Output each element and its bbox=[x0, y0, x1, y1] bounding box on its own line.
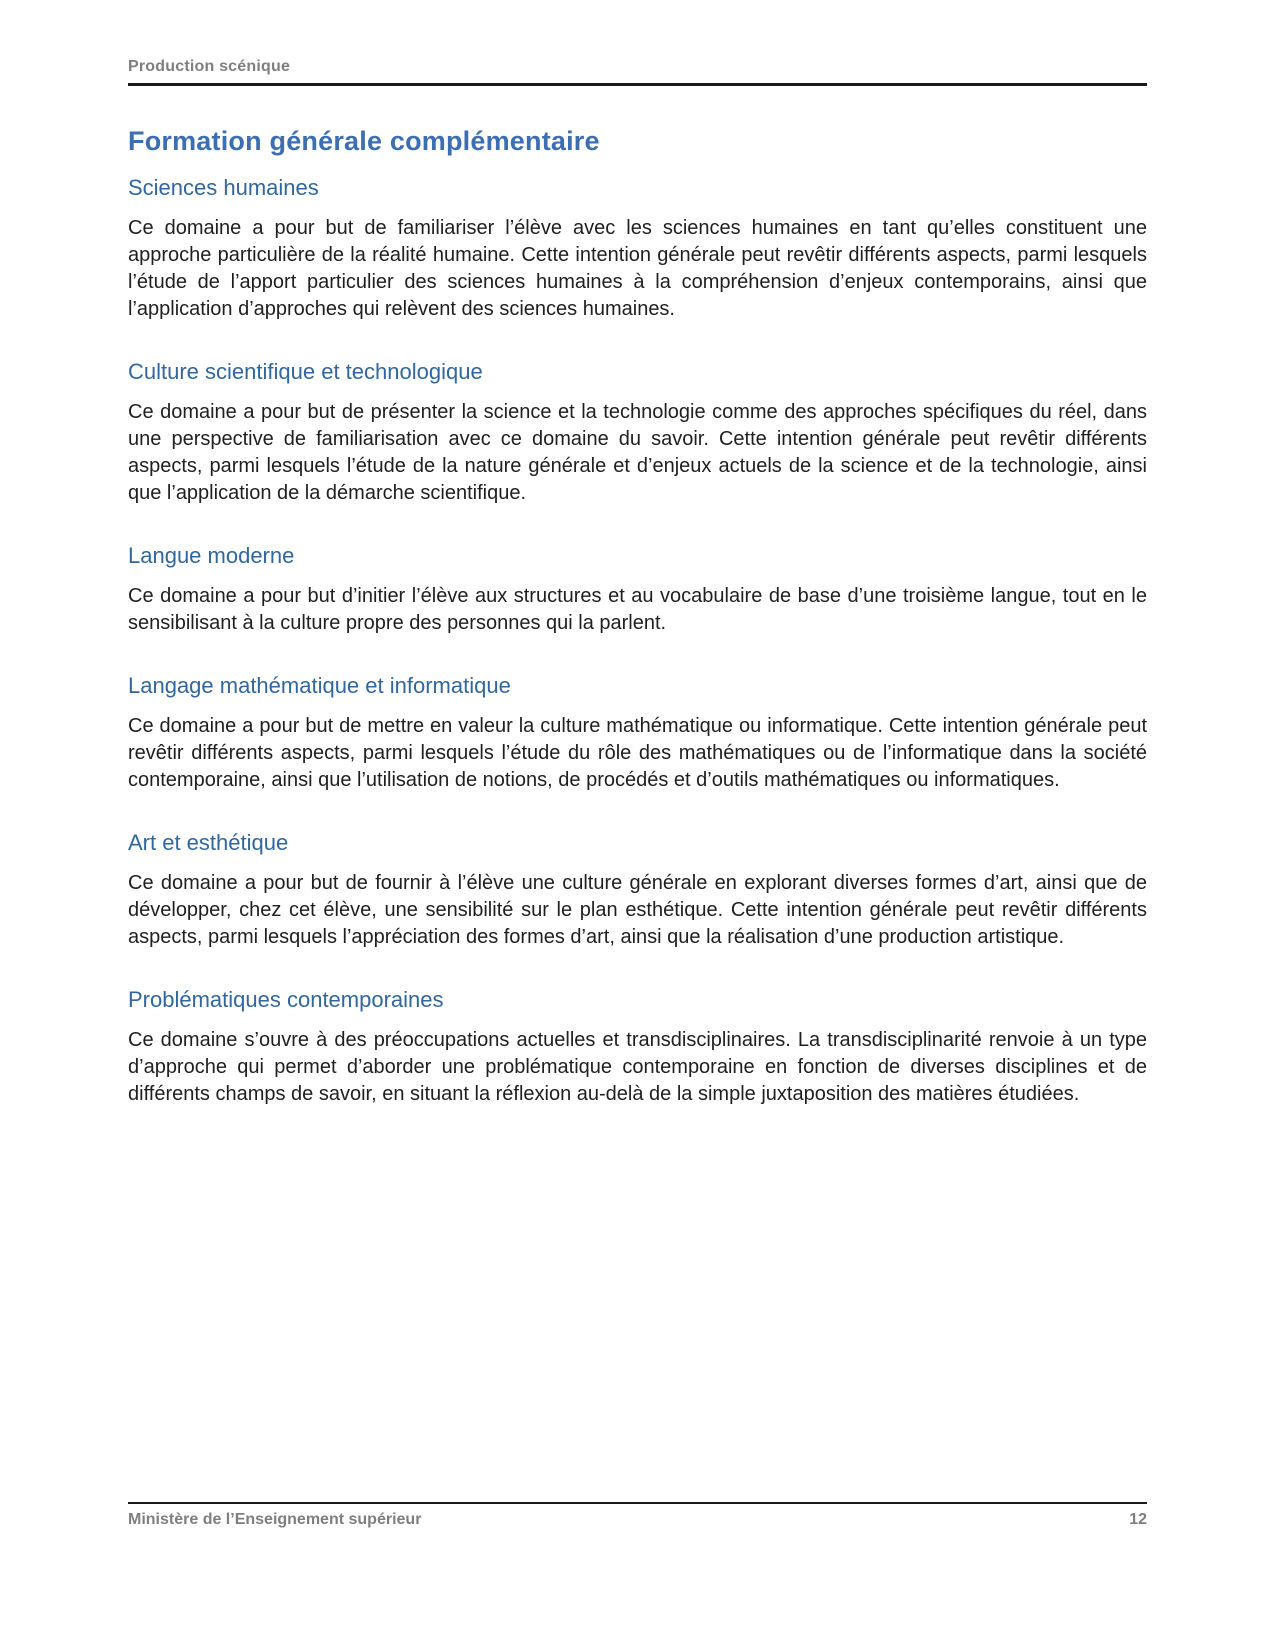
section-culture-scientifique bbox=[128, 359, 1147, 507]
section-heading: Langue moderne bbox=[128, 543, 295, 568]
section-heading: Problématiques contemporaines bbox=[128, 987, 444, 1012]
section-body: Ce domaine a pour but d’initier l’élève aux structures et au vocabulaire de base d’une troisième langue, tout en le sensibilisant à la culture propre des personnes qui la parlent. bbox=[128, 585, 1147, 634]
section-heading: Art et esthétique bbox=[128, 830, 289, 855]
section-langue-moderne bbox=[128, 543, 1147, 637]
page-title: Formation générale complémentaire bbox=[128, 126, 600, 156]
section-body: Ce domaine a pour but de mettre en valeur la culture mathématique ou informatique. Cette intention générale peut revêtir différents aspects, parmi lesquels l’étude du rôle des mathématiques ou de l’informatique dans la société contemporaine, ainsi que l’utilisation de notions, de procédés et d’outils mathématiques ou informatiques. bbox=[128, 715, 1147, 791]
running-header-text: Production scénique bbox=[128, 58, 291, 75]
section-body: Ce domaine a pour but de familiariser l’élève avec les sciences humaines en tant qu’elles constituent une approche particulière de la réalité humaine. Cette intention générale peut revêtir différents aspects, parmi lesquels l’étude de l’apport particulier des sciences humaines à la compréhension d’enjeux contemporains, ainsi que l’application d’approches qui relèvent des sciences humaines. bbox=[128, 217, 1147, 320]
section-langage-mathematique bbox=[128, 673, 1147, 794]
section-body: Ce domaine s’ouvre à des préoccupations actuelles et transdisciplinaires. La transdisciplinarité renvoie à un type d’approche qui permet d’aborder une problématique contemporaine en fonction de diverses disciplines et de différents champs de savoir, en situant la réflexion au-delà de la simple juxtaposition des matières étudiées. bbox=[128, 1029, 1147, 1105]
footer-text: Ministère de l’Enseignement supérieur bbox=[128, 1511, 422, 1528]
section-body: Ce domaine a pour but de fournir à l’élève une culture générale en explorant diverses formes d’art, ainsi que de développer, chez cet élève, une sensibilité sur le plan esthétique. Cette intention générale peut revêtir différents aspects, parmi lesquels l’appréciation des formes d’art, ainsi que la réalisation d’une production artistique. bbox=[128, 872, 1147, 948]
section-sciences-humaines bbox=[128, 175, 1147, 323]
page-footer bbox=[128, 1502, 1147, 1529]
section-problematiques-contemporaines bbox=[128, 987, 1147, 1108]
section-heading: Langage mathématique et informatique bbox=[128, 673, 511, 698]
page-number: 12 bbox=[1129, 1511, 1147, 1528]
running-header bbox=[128, 58, 1147, 86]
section-body: Ce domaine a pour but de présenter la science et la technologie comme des approches spécifiques du réel, dans une perspective de familiarisation avec ce domaine du savoir. Cette intention générale peut revêtir différents aspects, parmi lesquels l’étude de la nature générale et d’enjeux actuels de la science et de la technologie, ainsi que l’application de la démarche scientifique. bbox=[128, 401, 1147, 504]
section-heading: Culture scientifique et technologique bbox=[128, 359, 483, 384]
section-art-esthetique bbox=[128, 830, 1147, 951]
section-heading: Sciences humaines bbox=[128, 175, 319, 200]
